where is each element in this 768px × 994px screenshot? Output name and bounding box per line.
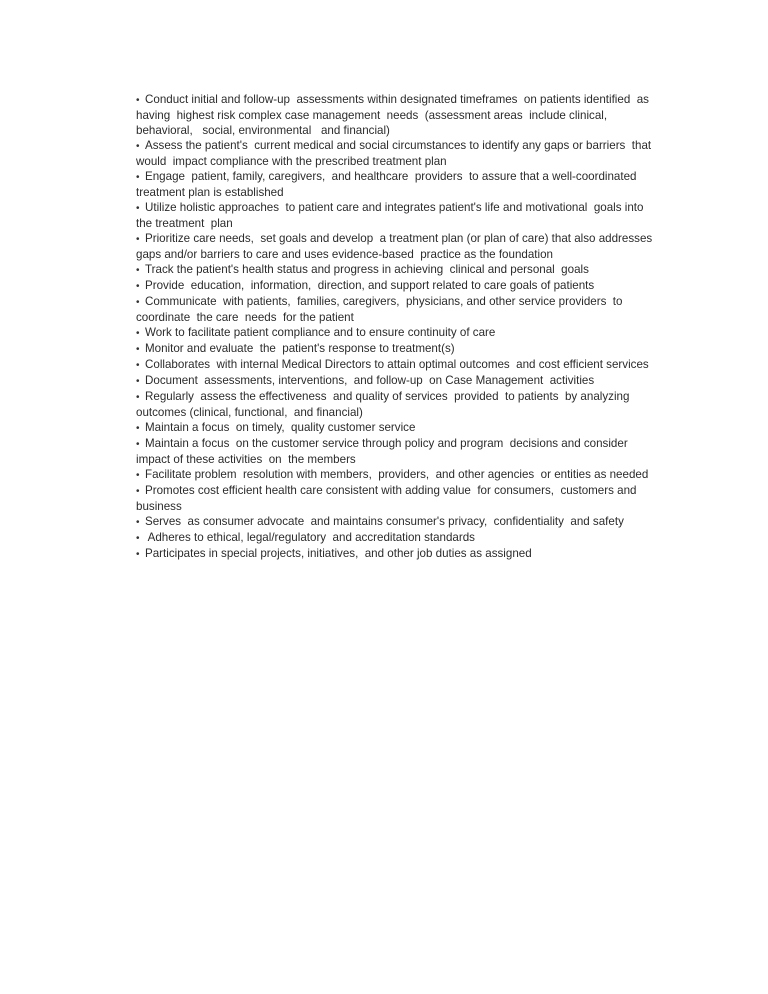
list-item <box>127 420 687 436</box>
list-item-text: Adheres to ethical, legal/regulatory and accreditation standards <box>145 531 475 544</box>
list-item-continuation: having highest risk complex case management needs (assessment areas include clinical, <box>136 109 608 122</box>
list-item <box>127 483 687 514</box>
list-item-continuation: would impact compliance with the prescribed treatment plan <box>136 155 447 168</box>
list-item <box>127 389 687 420</box>
list-item-text: Promotes cost efficient health care consistent with adding value for consumers, customers and <box>145 484 637 497</box>
bullet-icon: • <box>136 141 140 152</box>
list-item-text: Provide education, information, direction, and support related to care goals of patients <box>145 279 595 292</box>
bullet-icon: • <box>136 297 140 308</box>
document-page <box>127 92 687 562</box>
list-item-text: Conduct initial and follow-up assessments within designated timeframes on patients identified as <box>145 93 649 106</box>
list-item-text: Track the patient's health status and progress in achieving clinical and personal goals <box>145 263 589 276</box>
list-item-continuation: impact of these activities on the members <box>136 453 356 466</box>
list-item <box>127 262 687 278</box>
bullet-icon: • <box>136 439 140 450</box>
list-item-text: Facilitate problem resolution with members, providers, and other agencies or entities as needed <box>145 468 649 481</box>
list-item-continuation: business <box>136 500 182 513</box>
list-item <box>127 325 687 341</box>
bullet-icon: • <box>136 344 140 355</box>
list-item-text: Prioritize care needs, set goals and develop a treatment plan (or plan of care) that also addresses <box>145 232 653 245</box>
list-item-continuation: outcomes (clinical, functional, and financial) <box>136 406 363 419</box>
list-item <box>127 138 687 169</box>
bullet-icon: • <box>136 234 140 245</box>
list-item-continuation: treatment plan is established <box>136 186 284 199</box>
list-item-text: Collaborates with internal Medical Directors to attain optimal outcomes and cost efficient services <box>145 358 649 371</box>
bullet-icon: • <box>136 281 140 292</box>
list-item <box>127 200 687 231</box>
bullet-icon: • <box>136 423 140 434</box>
list-item-text: Monitor and evaluate the patient's response to treatment(s) <box>145 342 455 355</box>
list-item-continuation: the treatment plan <box>136 217 233 230</box>
list-item <box>127 546 687 562</box>
list-item-text: Assess the patient's current medical and social circumstances to identify any gaps or barriers that <box>145 139 652 152</box>
list-item <box>127 530 687 546</box>
job-duties-list <box>127 92 687 562</box>
list-item <box>127 514 687 530</box>
list-item-text: Engage patient, family, caregivers, and healthcare providers to assure that a well-coordinated <box>145 170 637 183</box>
list-item-continuation: coordinate the care needs for the patient <box>136 311 354 324</box>
list-item <box>127 341 687 357</box>
bullet-icon: • <box>136 533 140 544</box>
list-item-continuation: gaps and/or barriers to care and uses evidence-based practice as the foundation <box>136 248 553 261</box>
list-item <box>127 278 687 294</box>
bullet-icon: • <box>136 517 140 528</box>
list-item-text: Maintain a focus on timely, quality customer service <box>145 421 416 434</box>
list-item <box>127 169 687 200</box>
bullet-icon: • <box>136 376 140 387</box>
list-item-text: Serves as consumer advocate and maintains consumer's privacy, confidentiality and safety <box>145 515 624 528</box>
bullet-icon: • <box>136 486 140 497</box>
bullet-icon: • <box>136 265 140 276</box>
bullet-icon: • <box>136 470 140 481</box>
list-item-text: Maintain a focus on the customer service through policy and program decisions and consider <box>145 437 628 450</box>
list-item <box>127 436 687 467</box>
list-item-text: Regularly assess the effectiveness and quality of services provided to patients by analyzing <box>145 390 630 403</box>
list-item-continuation: behavioral, social, environmental and financial) <box>136 124 390 137</box>
list-item <box>127 92 687 138</box>
list-item <box>127 467 687 483</box>
list-item-text: Work to facilitate patient compliance and to ensure continuity of care <box>145 326 496 339</box>
list-item-text: Communicate with patients, families, caregivers, physicians, and other service providers to <box>145 295 623 308</box>
list-item <box>127 357 687 373</box>
list-item-text: Utilize holistic approaches to patient care and integrates patient's life and motivational goals into <box>145 201 644 214</box>
bullet-icon: • <box>136 328 140 339</box>
bullet-icon: • <box>136 392 140 403</box>
list-item <box>127 231 687 262</box>
bullet-icon: • <box>136 549 140 560</box>
bullet-icon: • <box>136 203 140 214</box>
list-item <box>127 294 687 325</box>
bullet-icon: • <box>136 360 140 371</box>
bullet-icon: • <box>136 95 140 106</box>
bullet-icon: • <box>136 172 140 183</box>
list-item <box>127 373 687 389</box>
list-item-text: Document assessments, interventions, and follow-up on Case Management activities <box>145 374 595 387</box>
list-item-text: Participates in special projects, initiatives, and other job duties as assigned <box>145 547 532 560</box>
